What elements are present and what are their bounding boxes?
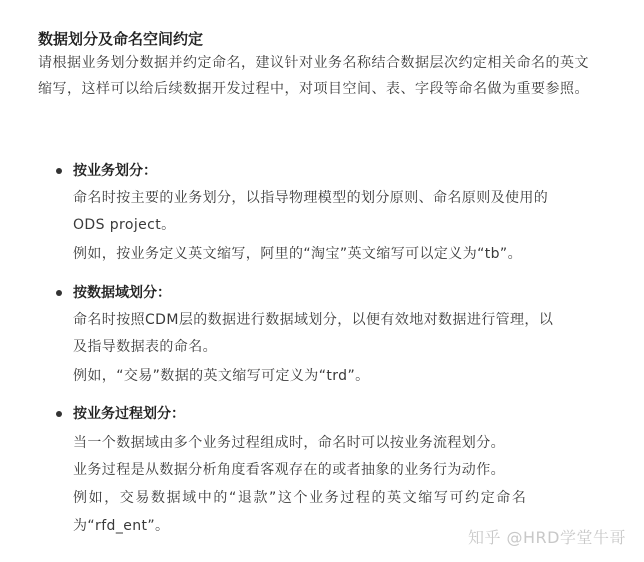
bullet-icon (56, 290, 62, 296)
list-item-text: 为“rfd_ent”。 (73, 518, 170, 534)
list-item-business-process (56, 401, 596, 541)
bullet-icon (56, 168, 62, 174)
list-item-text: 及指导数据表的命名。 (73, 339, 217, 355)
list-item-heading: 按业务过程划分： (73, 406, 185, 422)
list-item-text: 命名时按照CDM层的数据进行数据域划分，以便有效地对数据进行管理，以 (73, 312, 554, 328)
list-item-data-domain (56, 280, 596, 390)
list-item-text: 例如，“交易”数据的英文缩写可定义为“trd”。 (73, 368, 370, 384)
intro-paragraph: 请根据业务划分数据并约定命名，建议针对业务名称结合数据层次约定相关命名的英文缩写，这样可以给后续数据开发过程中，对项目空间、表、字段等命名做为重要参照。 (38, 55, 589, 97)
list-item-text: 例如，按业务定义英文缩写，阿里的“淘宝”英文缩写可以定义为“tb”。 (73, 246, 522, 262)
list-item-business (56, 158, 596, 268)
list-item-heading: 按业务划分： (73, 163, 157, 179)
list-item-text: 例如，交易数据域中的“退款”这个业务过程的英文缩写可约定命名 (73, 490, 528, 506)
bullet-icon (56, 411, 62, 417)
list-item-text: ODS project。 (73, 217, 176, 233)
list-item-text: 命名时按主要的业务划分，以指导物理模型的划分原则、命名原则及使用的 (73, 190, 549, 206)
watermark: 知乎 @HRD学堂牛哥 (467, 528, 626, 547)
list-item-text: 当一个数据域由多个业务过程组成时，命名时可以按业务流程划分。 (73, 435, 505, 451)
list-item-heading: 按数据域划分： (73, 285, 171, 301)
section-title: 数据划分及命名空间约定 (38, 30, 204, 48)
list-item-text: 业务过程是从数据分析角度看客观存在的或者抽象的业务行为动作。 (73, 462, 505, 478)
